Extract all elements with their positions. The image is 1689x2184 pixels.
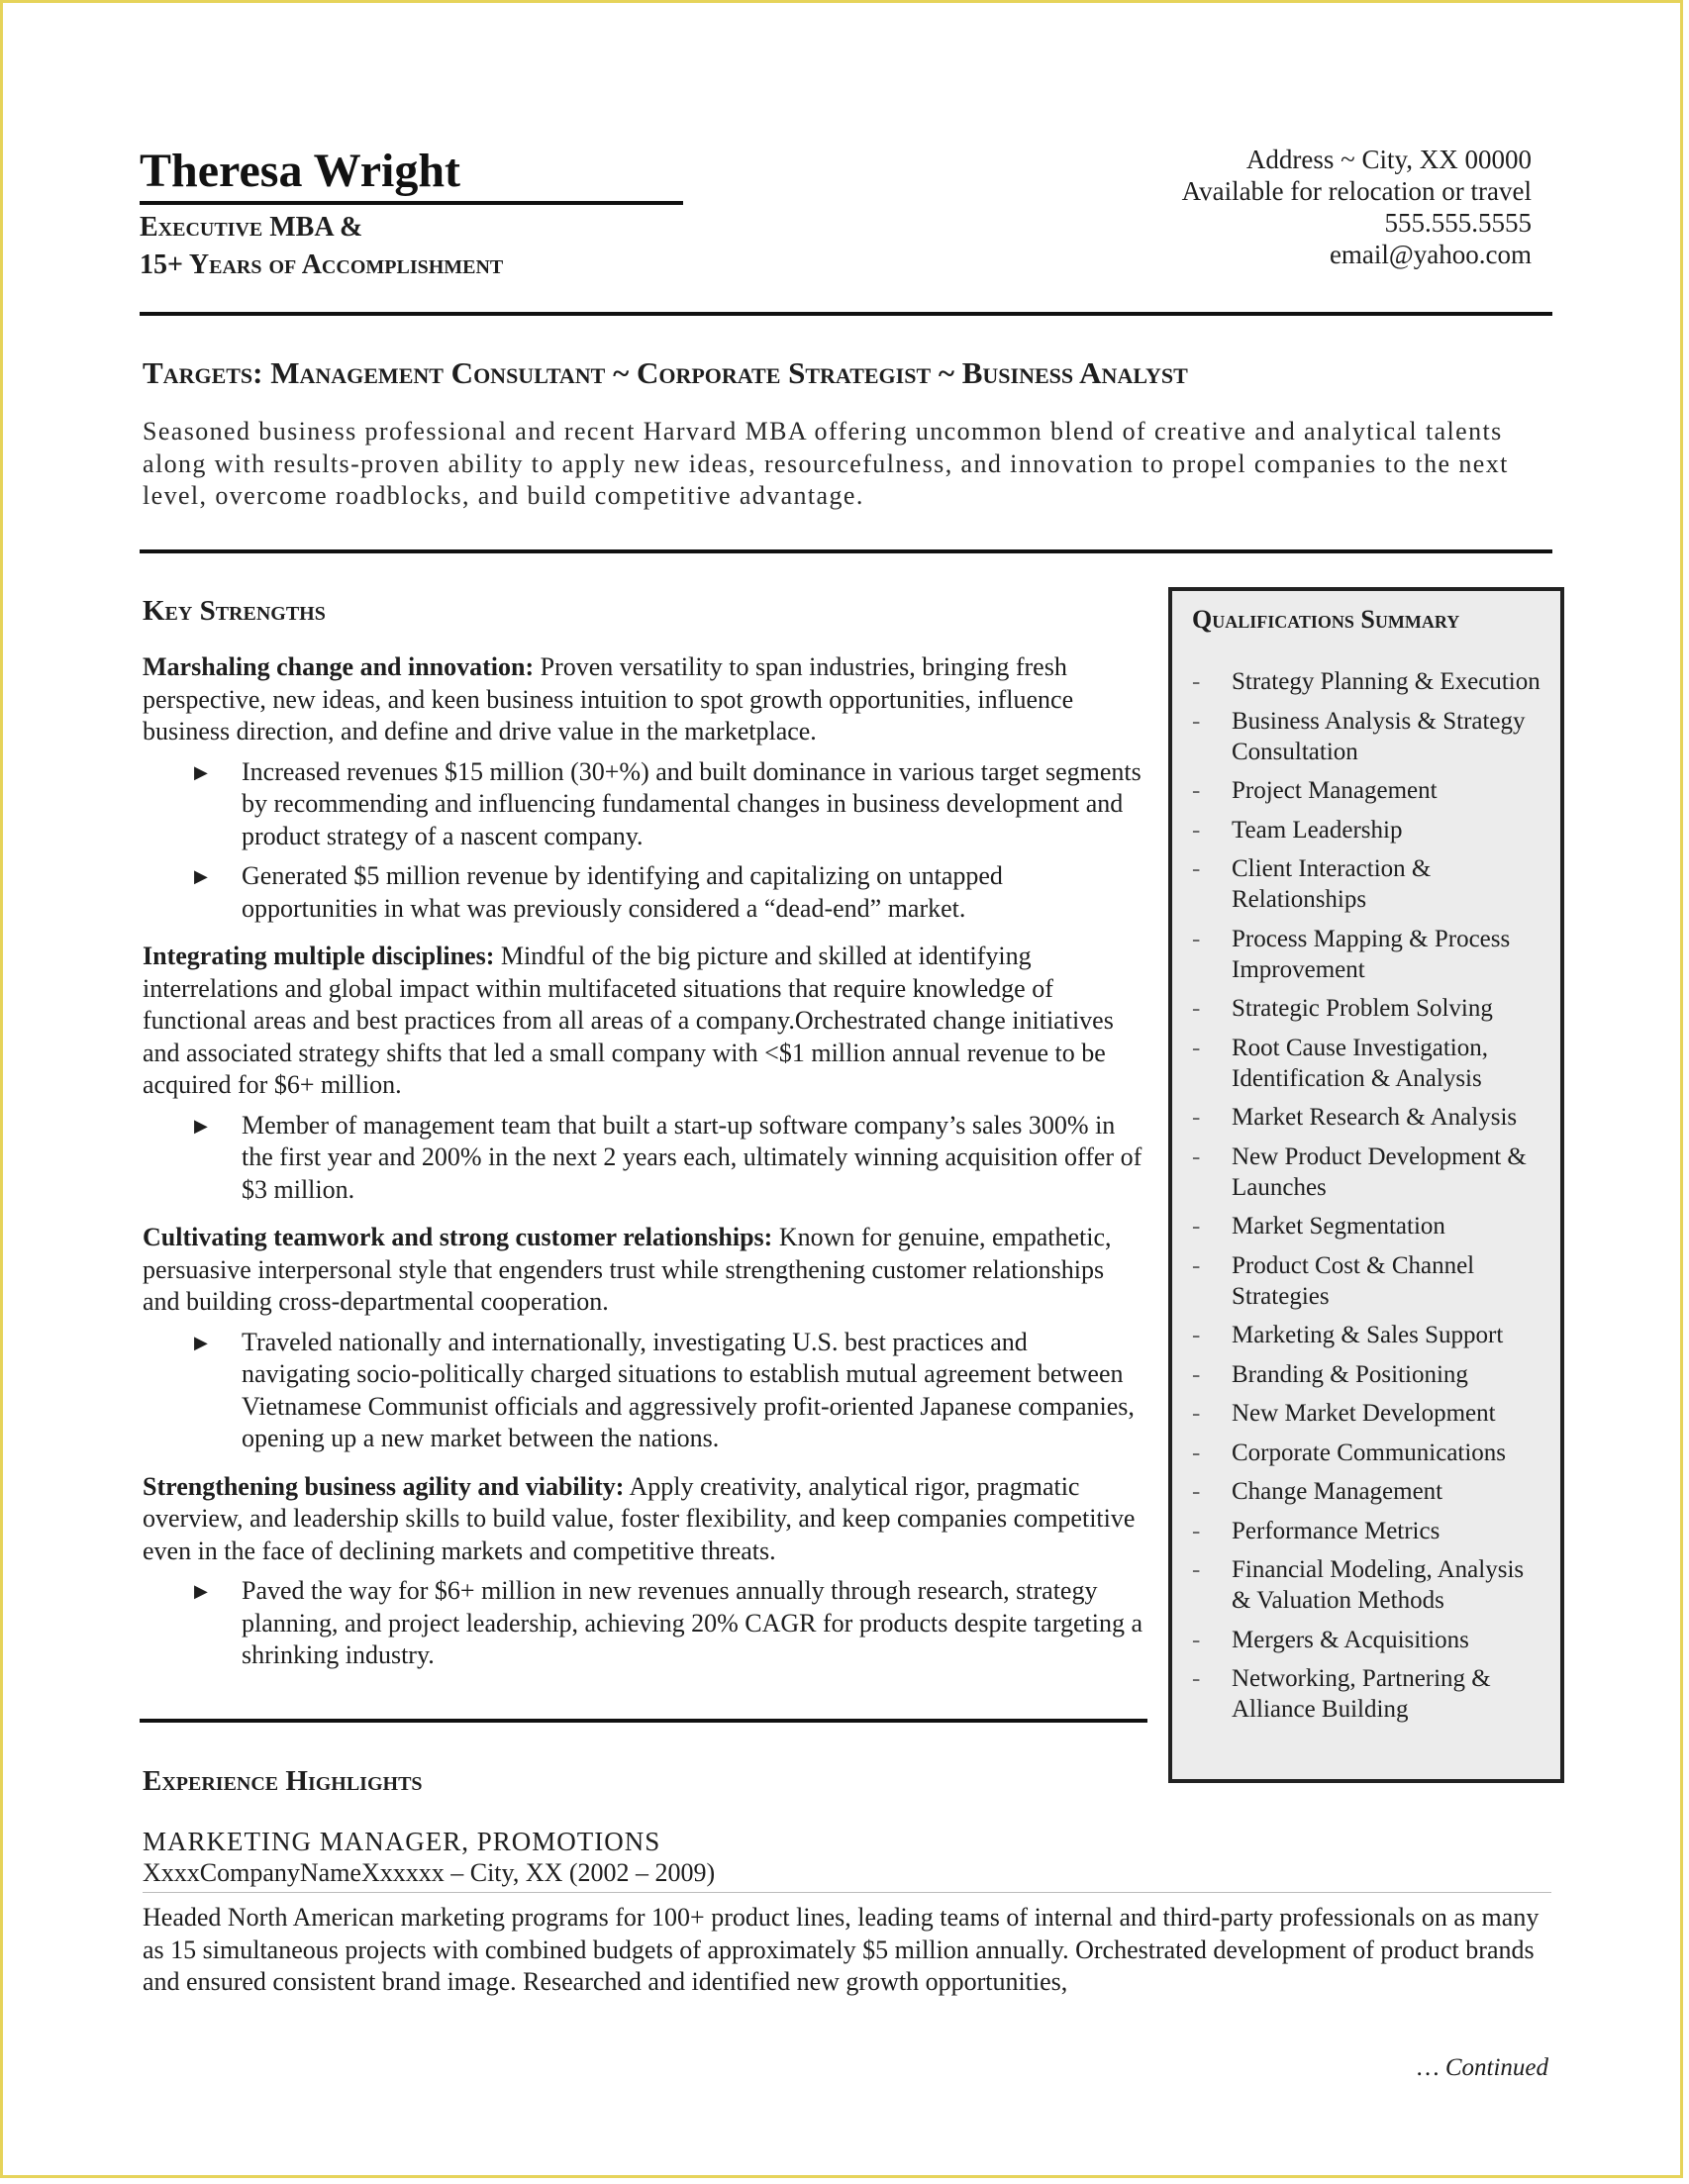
- qualification-text: Market Research & Analysis: [1232, 1104, 1518, 1131]
- strength-bullet-text: Generated $5 million revenue by identifying and capitalizing on untapped opportunities in what was previously considered a “dead-end” market.: [242, 861, 1003, 923]
- qualification-item: [1192, 666, 1548, 697]
- qualification-item: [1192, 1663, 1548, 1725]
- strength-lead: Strengthening business agility and viability:: [143, 1471, 625, 1501]
- qualification-text: Marketing & Sales Support: [1232, 1322, 1504, 1348]
- strength-paragraph: [143, 1222, 1143, 1319]
- strength-bullet: [143, 1327, 1143, 1455]
- qualification-text: Project Management: [1232, 777, 1438, 804]
- dash-bullet-icon: -: [1192, 855, 1201, 882]
- qualification-item: [1192, 815, 1548, 845]
- summary-divider: [140, 549, 1552, 553]
- qualification-text: New Market Development: [1232, 1400, 1496, 1427]
- strength-paragraph: [143, 1471, 1143, 1568]
- experience-title: Experience Highlights: [143, 1765, 423, 1797]
- triangle-bullet-icon: ▶: [194, 1115, 208, 1136]
- dash-bullet-icon: -: [1192, 1142, 1201, 1170]
- key-strengths-title: Key Strengths: [143, 595, 326, 627]
- qualification-text: Team Leadership: [1232, 816, 1403, 844]
- qualification-text: Corporate Communications: [1232, 1439, 1507, 1466]
- strength-item: [143, 1471, 1143, 1672]
- strength-item: [143, 651, 1143, 925]
- dash-bullet-icon: -: [1192, 816, 1201, 844]
- qualification-text: Financial Modeling, Analysis & Valuation Methods: [1232, 1556, 1525, 1614]
- triangle-bullet-icon: ▶: [194, 761, 208, 782]
- qualification-text: Performance Metrics: [1232, 1517, 1441, 1544]
- dash-bullet-icon: -: [1192, 1034, 1201, 1061]
- triangle-bullet-icon: ▶: [194, 866, 208, 886]
- dash-bullet-icon: -: [1192, 925, 1201, 952]
- qualifications-list: [1192, 666, 1548, 1734]
- tagline-line-2: 15+ Years of Accomplishment: [140, 249, 504, 280]
- strength-text: Mindful of the big picture and skilled at identifying interrelations and global impact within multifaceted situations that require knowledge of functional areas and best practices from all areas of a company.Orchestrated change initiatives and associated strategy shifts that led a small company with <$1 million annual revenue to be acquired for $6+ million.: [143, 942, 1114, 1099]
- qualification-item: [1192, 1625, 1548, 1655]
- strength-bullet-text: Traveled nationally and internationally, investigating U.S. best practices and navigating socio-politically charged situations to establish mutual agreement between Vietnamese Communist officials and aggressively profit-oriented Japanese companies, opening up a new market between the nations.: [242, 1327, 1135, 1452]
- job-company: XxxxCompanyNameXxxxxx – City, XX (2002 – 2009): [143, 1858, 716, 1887]
- dash-bullet-icon: -: [1192, 1517, 1201, 1544]
- dash-bullet-icon: -: [1192, 1104, 1201, 1131]
- qualification-text: Strategic Problem Solving: [1232, 995, 1493, 1022]
- qualification-item: [1192, 1516, 1548, 1546]
- dash-bullet-icon: -: [1192, 777, 1201, 804]
- qualification-item: [1192, 1554, 1548, 1616]
- dash-bullet-icon: -: [1192, 1360, 1201, 1388]
- qualification-text: Product Cost & Channel Strategies: [1232, 1251, 1475, 1310]
- strength-text: Apply creativity, analytical rigor, pragmatic overview, and leadership skills to build value, foster flexibility, and keep companies competitive even in the face of declining markets and competitive threats.: [143, 1471, 1136, 1565]
- qualification-text: Process Mapping & Process Improvement: [1232, 925, 1511, 983]
- strength-item: [143, 941, 1143, 1206]
- strength-lead: Cultivating teamwork and strong customer relationships:: [143, 1223, 773, 1251]
- job-divider: [143, 1892, 1551, 1893]
- tagline: [140, 209, 503, 284]
- name-underline: [140, 201, 683, 205]
- dash-bullet-icon: -: [1192, 1556, 1201, 1583]
- qualification-text: Networking, Partnering & Alliance Building: [1232, 1665, 1491, 1723]
- strength-bullet: [143, 756, 1143, 853]
- qualifications-title: Qualifications Summary: [1192, 605, 1460, 634]
- continued-note: … Continued: [1417, 2054, 1548, 2081]
- strength-bullet: [143, 1110, 1143, 1207]
- qualification-text: Business Analysis & Strategy Consultation: [1232, 707, 1526, 765]
- candidate-name: Theresa Wright: [140, 145, 461, 197]
- contact-relocation: Available for relocation or travel: [1181, 176, 1532, 206]
- contact-email: email@yahoo.com: [1329, 240, 1532, 269]
- contact-block: [1182, 144, 1532, 270]
- contact-phone: 555.555.5555: [1384, 208, 1532, 238]
- strength-lead: Marshaling change and innovation:: [143, 652, 535, 681]
- qualification-item: [1192, 1398, 1548, 1429]
- dash-bullet-icon: -: [1192, 1626, 1201, 1653]
- qualification-text: Strategy Planning & Execution: [1232, 668, 1540, 695]
- strength-bullet: [143, 860, 1143, 925]
- qualification-text: Branding & Positioning: [1232, 1360, 1468, 1388]
- qualification-item: [1192, 1102, 1548, 1133]
- qualification-text: Client Interaction & Relationships: [1232, 855, 1432, 913]
- tagline-line-1: Executive MBA &: [140, 212, 363, 243]
- dash-bullet-icon: -: [1192, 995, 1201, 1022]
- qualification-item: [1192, 853, 1548, 915]
- qualification-item: [1192, 1438, 1548, 1468]
- qualification-item: [1192, 993, 1548, 1024]
- qualifications-box: [1168, 587, 1564, 1783]
- strength-paragraph: [143, 941, 1143, 1102]
- job-title: MARKETING MANAGER, PROMOTIONS: [143, 1827, 661, 1856]
- strength-text: Proven versatility to span industries, bringing fresh perspective, new ideas, and keen business intuition to spot growth opportunities, influence business direction, and define and drive value in the marketplace.: [143, 652, 1074, 745]
- dash-bullet-icon: -: [1192, 1439, 1201, 1466]
- dash-bullet-icon: -: [1192, 668, 1201, 695]
- dash-bullet-icon: -: [1192, 1213, 1201, 1240]
- dash-bullet-icon: -: [1192, 1251, 1201, 1279]
- qualification-item: [1192, 775, 1548, 806]
- qualification-text: Mergers & Acquisitions: [1232, 1626, 1469, 1653]
- qualification-text: Market Segmentation: [1232, 1213, 1445, 1240]
- qualification-item: [1192, 1250, 1548, 1312]
- professional-summary: Seasoned business professional and recent Harvard MBA offering uncommon blend of creative and analytical talents along with results-proven ability to apply new ideas, resourcefulness, and innovation to propel companies to the next level, overcome roadblocks, and build competitive advantage.: [143, 417, 1509, 510]
- qualification-item: [1192, 1320, 1548, 1350]
- qualification-item: [1192, 1142, 1548, 1203]
- strength-bullet-text: Paved the way for $6+ million in new revenues annually through research, strategy planning, and project leadership, achieving 20% CAGR for products despite targeting a shrinking industry.: [242, 1576, 1143, 1669]
- dash-bullet-icon: -: [1192, 1400, 1201, 1427]
- qualification-item: [1192, 706, 1548, 767]
- strength-bullet: [143, 1575, 1143, 1672]
- strength-bullet-text: Member of management team that built a start-up software company’s sales 300% in the first year and 200% in the next 2 years each, ultimately winning acquisition offer of $3 million.: [242, 1110, 1143, 1204]
- dash-bullet-icon: -: [1192, 1665, 1201, 1692]
- qualification-text: Change Management: [1232, 1478, 1443, 1505]
- targets-heading: Targets: Management Consultant ~ Corporate Strategist ~ Business Analyst: [143, 355, 1188, 390]
- strength-bullet-text: Increased revenues $15 million (30+%) and built dominance in various target segments by recommending and influencing fundamental changes in business development and product strategy of a nascent company.: [242, 756, 1142, 850]
- qualification-item: [1192, 1211, 1548, 1241]
- strength-text: Known for genuine, empathetic, persuasive interpersonal style that engenders trust while strengthening customer relationships and building cross-departmental cooperation.: [143, 1223, 1112, 1316]
- qualification-text: Root Cause Investigation, Identification & Analysis: [1232, 1034, 1488, 1092]
- triangle-bullet-icon: ▶: [194, 1581, 208, 1601]
- qualification-item: [1192, 1033, 1548, 1094]
- strength-item: [143, 1222, 1143, 1455]
- qualification-text: New Product Development & Launches: [1232, 1142, 1527, 1201]
- qualification-item: [1192, 1476, 1548, 1507]
- contact-address: Address ~ City, XX 00000: [1245, 145, 1532, 174]
- job-description: Headed North American marketing programs for 100+ product lines, leading teams of internal and third-party professionals on as many as 15 simultaneous projects with combined budgets of approximately $5 million annually. Orchestrated development of product brands and ensured consistent brand image. Researched and identified new growth opportunities,: [143, 1903, 1540, 1996]
- header-divider: [140, 312, 1552, 316]
- strength-lead: Integrating multiple disciplines:: [143, 942, 495, 970]
- strengths-divider: [140, 1719, 1147, 1723]
- key-strengths-list: [143, 651, 1143, 1688]
- dash-bullet-icon: -: [1192, 1478, 1201, 1505]
- dash-bullet-icon: -: [1192, 1322, 1201, 1348]
- dash-bullet-icon: -: [1192, 707, 1201, 735]
- qualification-item: [1192, 924, 1548, 985]
- qualification-item: [1192, 1359, 1548, 1390]
- strength-paragraph: [143, 651, 1143, 748]
- triangle-bullet-icon: ▶: [194, 1332, 208, 1352]
